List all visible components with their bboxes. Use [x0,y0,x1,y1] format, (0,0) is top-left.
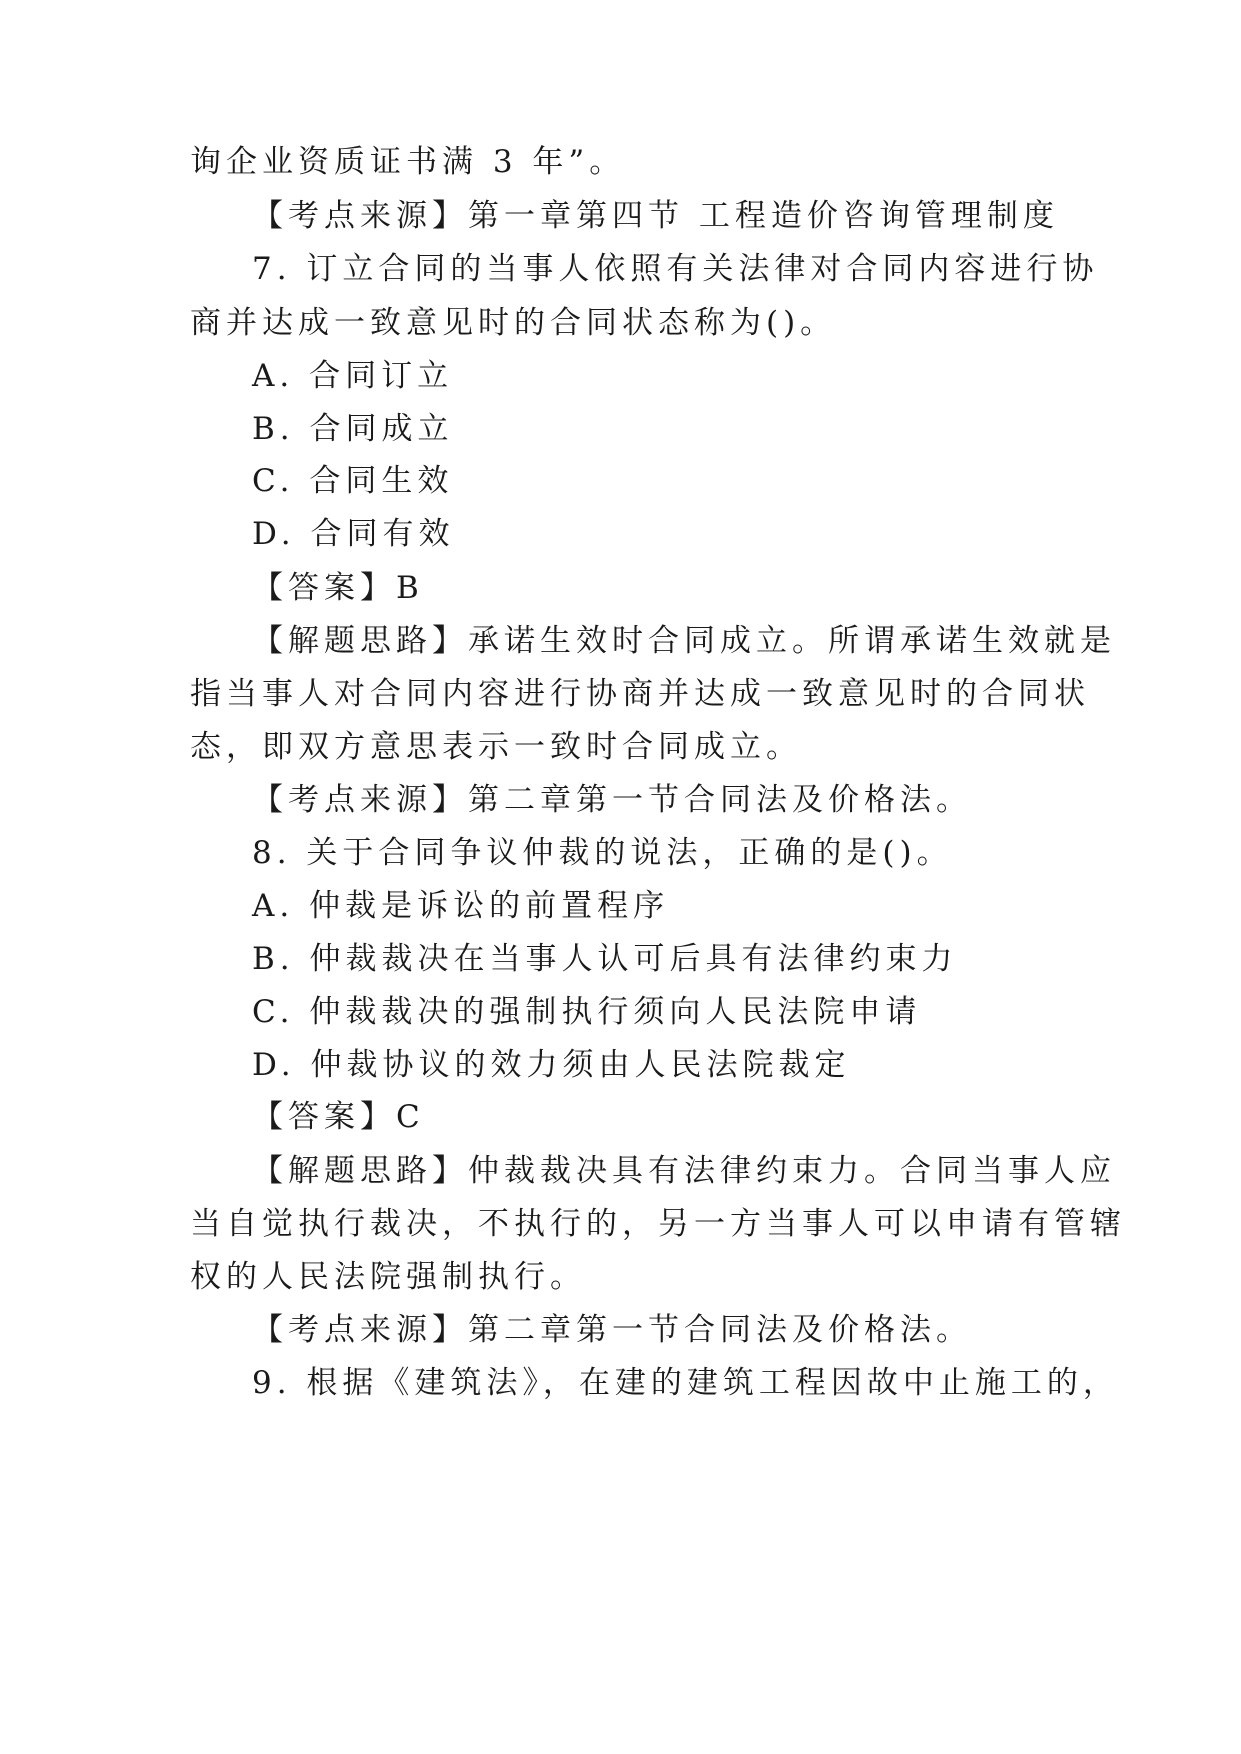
option-c: C. 仲裁裁决的强制执行须向人民法院申请 [252,994,922,1030]
option-a: A. 仲裁是诉讼的前置程序 [252,888,670,924]
explanation: 【解题思路】承诺生效时合同成立。所谓承诺生效就是 [252,623,1116,659]
explanation-cont: 指当事人对合同内容进行协商并达成一致意见时的合同状 [190,676,1090,712]
question-9-stem: 9. 根据《建筑法》，在建的建筑工程因故中止施工的， [252,1365,1119,1401]
question-7-stem-cont: 商并达成一致意见时的合同状态称为()。 [190,305,837,341]
option-d: D. 仲裁协议的效力须由人民法院裁定 [252,1047,851,1083]
option-b: B. 仲裁裁决在当事人认可后具有法律约束力 [252,941,958,977]
text-line: 询企业资质证书满 3 年”。 [190,144,626,180]
explanation: 【解题思路】仲裁裁决具有法律约束力。合同当事人应 [252,1153,1116,1189]
option-c: C. 合同生效 [252,463,454,499]
source-note: 【考点来源】第二章第一节合同法及价格法。 [252,1312,972,1348]
answer: 【答案】C [252,1099,425,1135]
source-note: 【考点来源】第二章第一节合同法及价格法。 [252,782,972,818]
option-a: A. 合同订立 [252,358,454,394]
answer: 【答案】B [252,570,424,606]
explanation-cont: 当自觉执行裁决，不执行的，另一方当事人可以申请有管辖 [190,1206,1126,1242]
option-d: D. 合同有效 [252,516,455,552]
explanation-cont: 权的人民法院强制执行。 [190,1259,586,1295]
option-b: B. 合同成立 [252,411,454,447]
source-note: 【考点来源】第一章第四节 工程造价咨询管理制度 [252,198,1059,234]
question-7-stem: 7. 订立合同的当事人依照有关法律对合同内容进行协 [252,251,1099,287]
question-8-stem: 8. 关于合同争议仲裁的说法，正确的是()。 [252,835,953,871]
explanation-cont: 态，即双方意思表示一致时合同成立。 [190,729,802,765]
